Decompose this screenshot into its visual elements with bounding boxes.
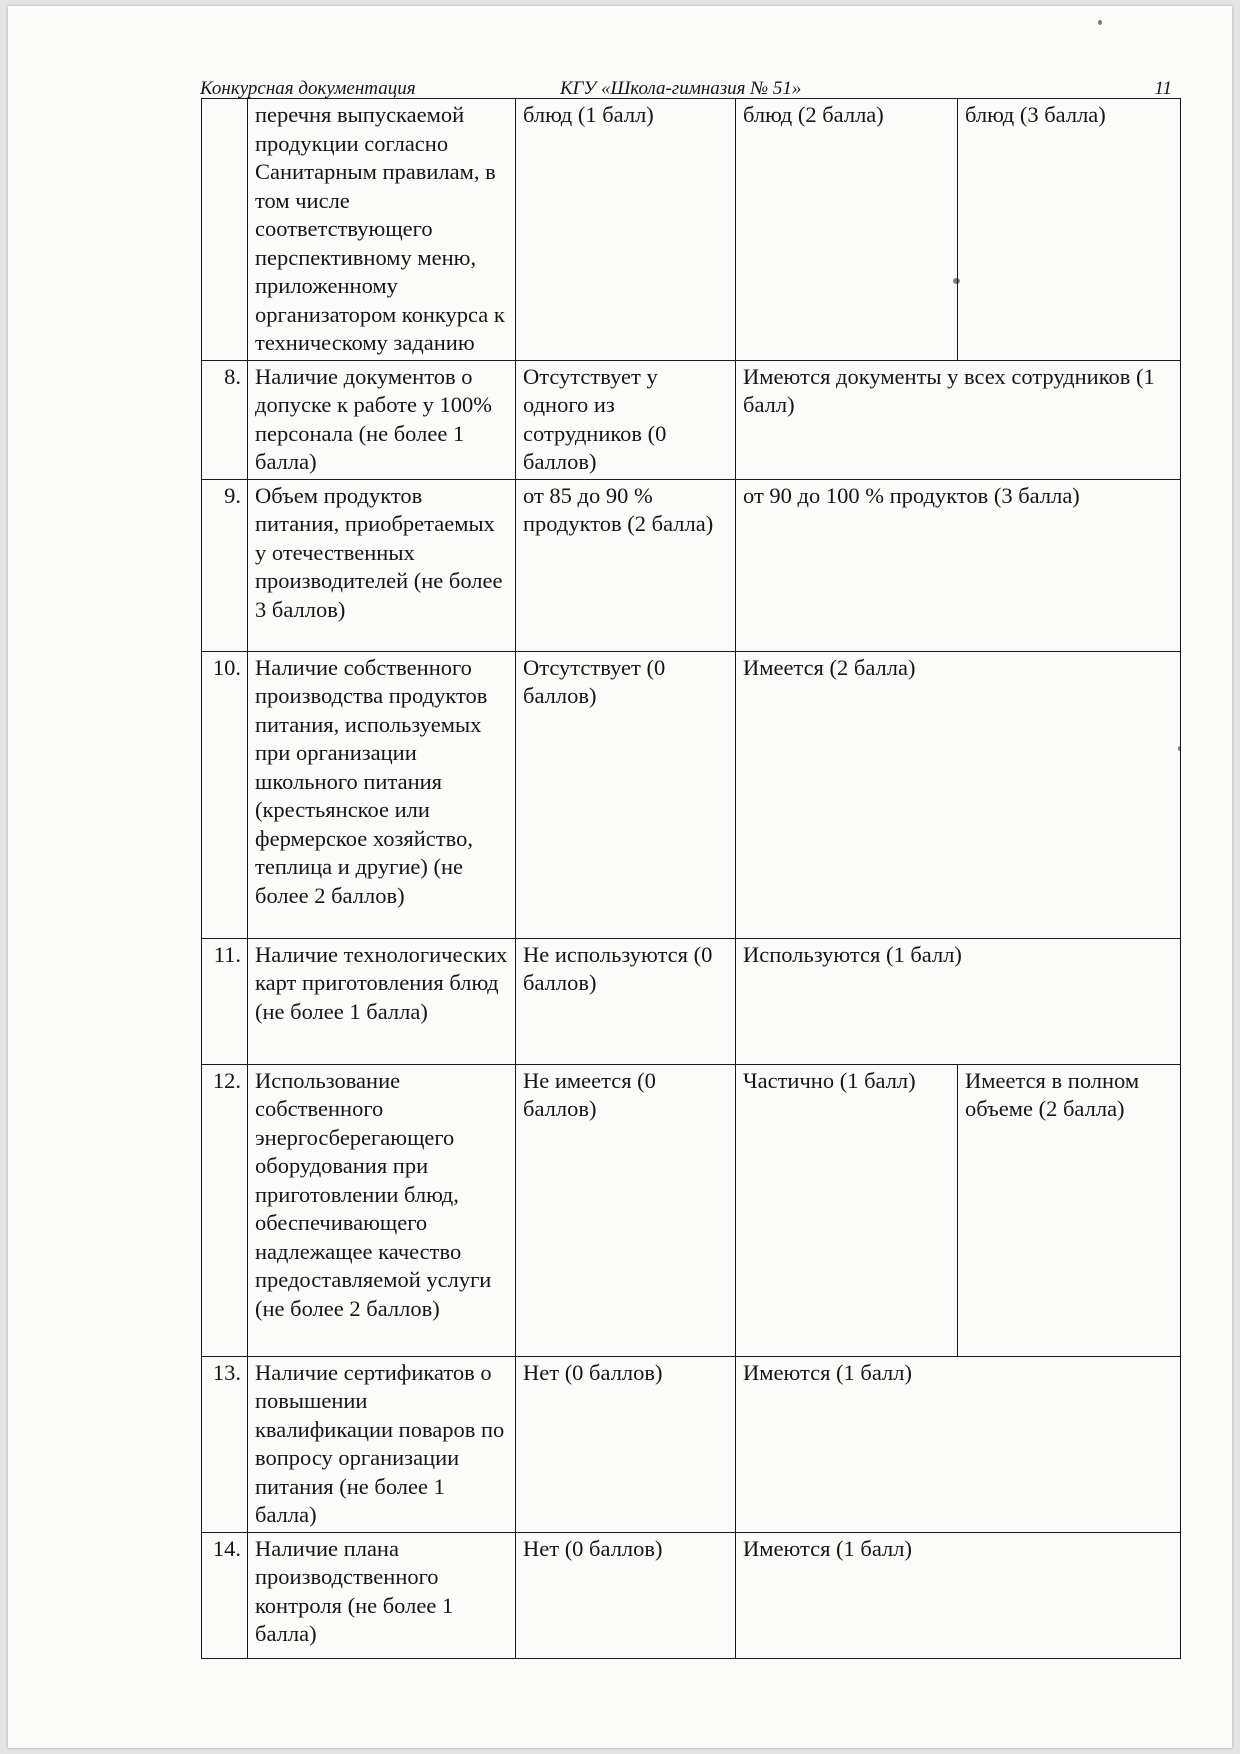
score-cell: блюд (2 балла) — [736, 99, 958, 361]
criterion-cell: перечня выпускаемой продукции согласно Санитарным правилам, в том числе соответствующего перспективному меню, приложенному организатором конкурса к техническому заданию — [248, 99, 516, 361]
table-row — [202, 938, 1181, 1064]
score-cell: Не имеется (0 баллов) — [516, 1064, 736, 1356]
score-cell: Не используются (0 баллов) — [516, 938, 736, 1064]
score-cell: Нет (0 баллов) — [516, 1532, 736, 1658]
row-number: 12. — [202, 1064, 248, 1356]
score-cell: Отсутствует у одного из сотрудников (0 баллов) — [516, 360, 736, 479]
score-cell: блюд (3 балла) — [958, 99, 1181, 361]
table-row — [202, 99, 1181, 361]
score-cell: Имеются документы у всех сотрудников (1 балл) — [736, 360, 1181, 479]
criterion-cell: Наличие собственного производства продуктов питания, используемых при организации школьного питания (крестьянское или фермерское хозяйство, теплица и другие) (не более 2 баллов) — [248, 651, 516, 938]
row-number: 10. — [202, 651, 248, 938]
score-cell: Нет (0 баллов) — [516, 1356, 736, 1532]
criteria-table — [201, 98, 1181, 1659]
header-doc-type: Конкурсная документация — [200, 78, 416, 99]
score-cell: Имеются (1 балл) — [736, 1356, 1181, 1532]
score-cell: Имеется (2 балла) — [736, 651, 1181, 938]
score-cell: Имеется в полном объеме (2 балла) — [958, 1064, 1181, 1356]
row-number: 13. — [202, 1356, 248, 1532]
score-cell: от 90 до 100 % продуктов (3 балла) — [736, 479, 1181, 651]
score-cell: Отсутствует (0 баллов) — [516, 651, 736, 938]
row-number: 14. — [202, 1532, 248, 1658]
criterion-cell: Использование собственного энергосберегающего оборудования при приготовлении блюд, обеспечивающего надлежащее качество предоставляемой услуги (не более 2 баллов) — [248, 1064, 516, 1356]
criterion-cell: Наличие технологических карт приготовления блюд (не более 1 балла) — [248, 938, 516, 1064]
criterion-cell: Наличие документов о допуске к работе у 100% персонала (не более 1 балла) — [248, 360, 516, 479]
row-number: 11. — [202, 938, 248, 1064]
page-number: 11 — [1154, 78, 1172, 99]
score-cell: от 85 до 90 % продуктов (2 балла) — [516, 479, 736, 651]
table-row — [202, 1064, 1181, 1356]
scan-speck — [1098, 20, 1102, 25]
table-row — [202, 479, 1181, 651]
score-cell: Используются (1 балл) — [736, 938, 1181, 1064]
score-cell: блюд (1 балл) — [516, 99, 736, 361]
score-cell: Имеются (1 балл) — [736, 1532, 1181, 1658]
score-cell: Частично (1 балл) — [736, 1064, 958, 1356]
row-number: 8. — [202, 360, 248, 479]
table-row — [202, 1532, 1181, 1658]
criterion-cell: Объем продуктов питания, приобретаемых у отечественных производителей (не более 3 баллов) — [248, 479, 516, 651]
table-row — [202, 1356, 1181, 1532]
criterion-cell: Наличие сертификатов о повышении квалификации поваров по вопросу организации питания (не более 1 балла) — [248, 1356, 516, 1532]
table-row — [202, 360, 1181, 479]
header-organization: КГУ «Школа-гимназия № 51» — [560, 78, 802, 99]
table-row — [202, 651, 1181, 938]
criterion-cell: Наличие плана производственного контроля (не более 1 балла) — [248, 1532, 516, 1658]
row-number — [202, 99, 248, 361]
row-number: 9. — [202, 479, 248, 651]
